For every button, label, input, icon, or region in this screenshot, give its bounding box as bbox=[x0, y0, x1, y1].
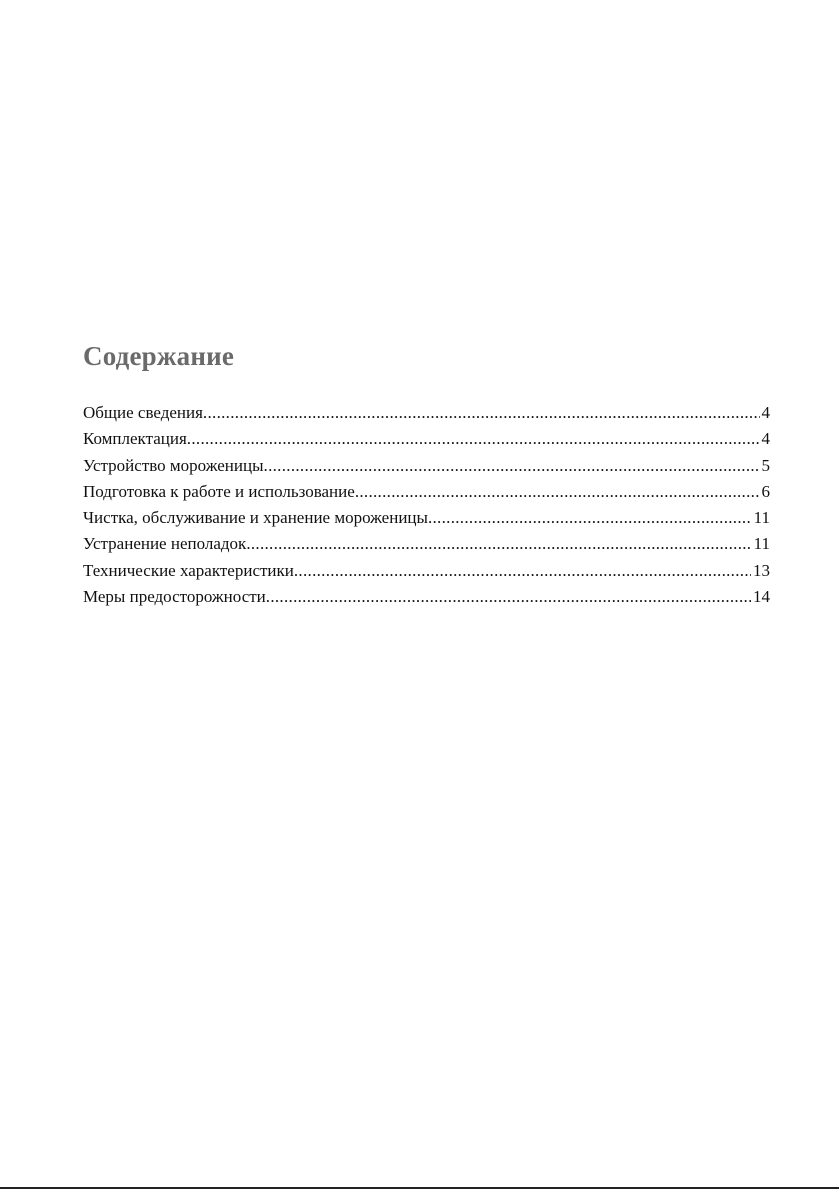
toc-page-number: 6 bbox=[761, 481, 770, 501]
toc-dot-leader bbox=[264, 453, 760, 479]
toc-entry-cleaning-and-storage[interactable] bbox=[83, 505, 770, 531]
toc-entry-title: Технические характеристики bbox=[83, 560, 294, 580]
toc-page-number: 11 bbox=[753, 534, 770, 554]
toc-page-number: 5 bbox=[761, 455, 770, 475]
toc-entry-preparation-and-use[interactable] bbox=[83, 479, 770, 505]
toc-entry-title: Подготовка к работе и использование bbox=[83, 481, 355, 501]
toc-entry-title: Меры предосторожности bbox=[83, 587, 266, 607]
toc-dot-leader bbox=[203, 400, 760, 426]
toc-entry-general-info[interactable] bbox=[83, 400, 770, 426]
toc-entry-safety-precautions[interactable] bbox=[83, 584, 770, 610]
toc-entry-troubleshooting[interactable] bbox=[83, 531, 770, 557]
toc-dot-leader bbox=[266, 584, 751, 610]
toc-page-number: 11 bbox=[753, 508, 770, 528]
table-of-contents bbox=[83, 400, 770, 610]
page-bottom-border bbox=[0, 1187, 839, 1189]
toc-entry-title: Устройство мороженицы bbox=[83, 455, 264, 475]
toc-page-number: 14 bbox=[753, 587, 770, 607]
toc-dot-leader bbox=[246, 531, 751, 557]
toc-dot-leader bbox=[355, 479, 760, 505]
toc-entry-specifications[interactable] bbox=[83, 558, 770, 584]
toc-page-number: 4 bbox=[761, 403, 770, 422]
toc-entry-title: Комплектация bbox=[83, 429, 187, 449]
toc-dot-leader bbox=[428, 505, 752, 531]
toc-page-number: 13 bbox=[753, 560, 770, 580]
toc-entry-title: Чистка, обслуживание и хранение мороженицы bbox=[83, 508, 428, 528]
toc-dot-leader bbox=[187, 426, 760, 452]
toc-page-number: 4 bbox=[761, 429, 770, 449]
toc-heading: Содержание bbox=[83, 341, 235, 371]
toc-entry-device-description[interactable] bbox=[83, 453, 770, 479]
toc-entry-title: Устранение неполадок bbox=[83, 534, 247, 554]
toc-entry-title: Общие сведения bbox=[83, 403, 203, 422]
toc-dot-leader bbox=[294, 558, 751, 584]
toc-entry-package-contents[interactable] bbox=[83, 426, 770, 452]
